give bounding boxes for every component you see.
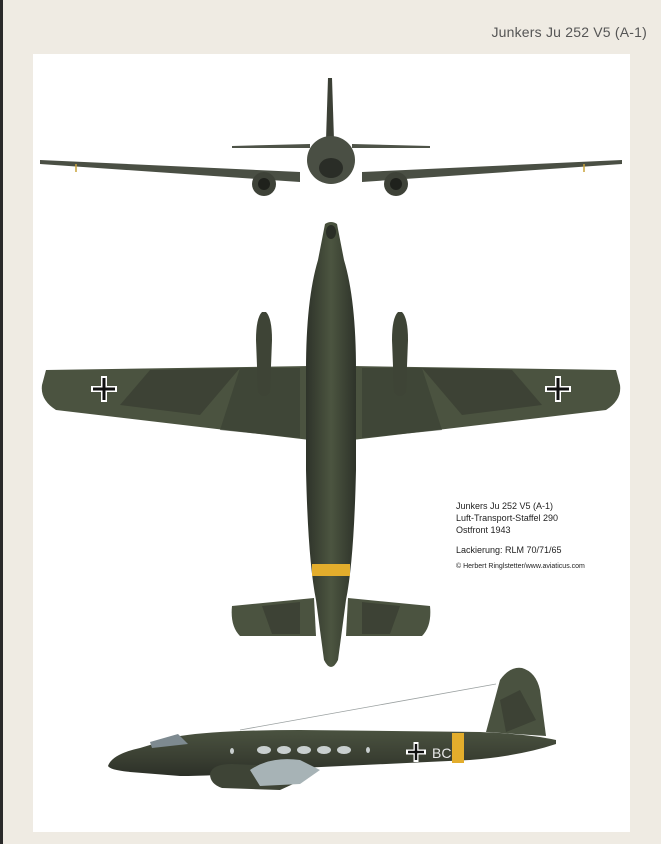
- caption-unit: Luft-Transport-Staffel 290: [456, 513, 559, 523]
- caption-credit: © Herbert Ringlstetter/www.aviaticus.com: [456, 563, 585, 570]
- caption-aircraft: Junkers Ju 252 V5 (A-1): [456, 501, 554, 511]
- top-view: [42, 222, 620, 667]
- caption-block: [456, 500, 585, 572]
- side-view: [108, 668, 556, 790]
- front-view: [40, 78, 622, 196]
- fuselage-band-top: [312, 564, 350, 576]
- caption-paint-scheme: Lackierung: RLM 70/71/65: [456, 545, 562, 555]
- page-title: Junkers Ju 252 V5 (A-1): [491, 24, 647, 40]
- fuselage-code: BC: [432, 745, 452, 761]
- caption-location: Ostfront 1943: [456, 525, 511, 535]
- fuselage-band-side: [452, 733, 464, 763]
